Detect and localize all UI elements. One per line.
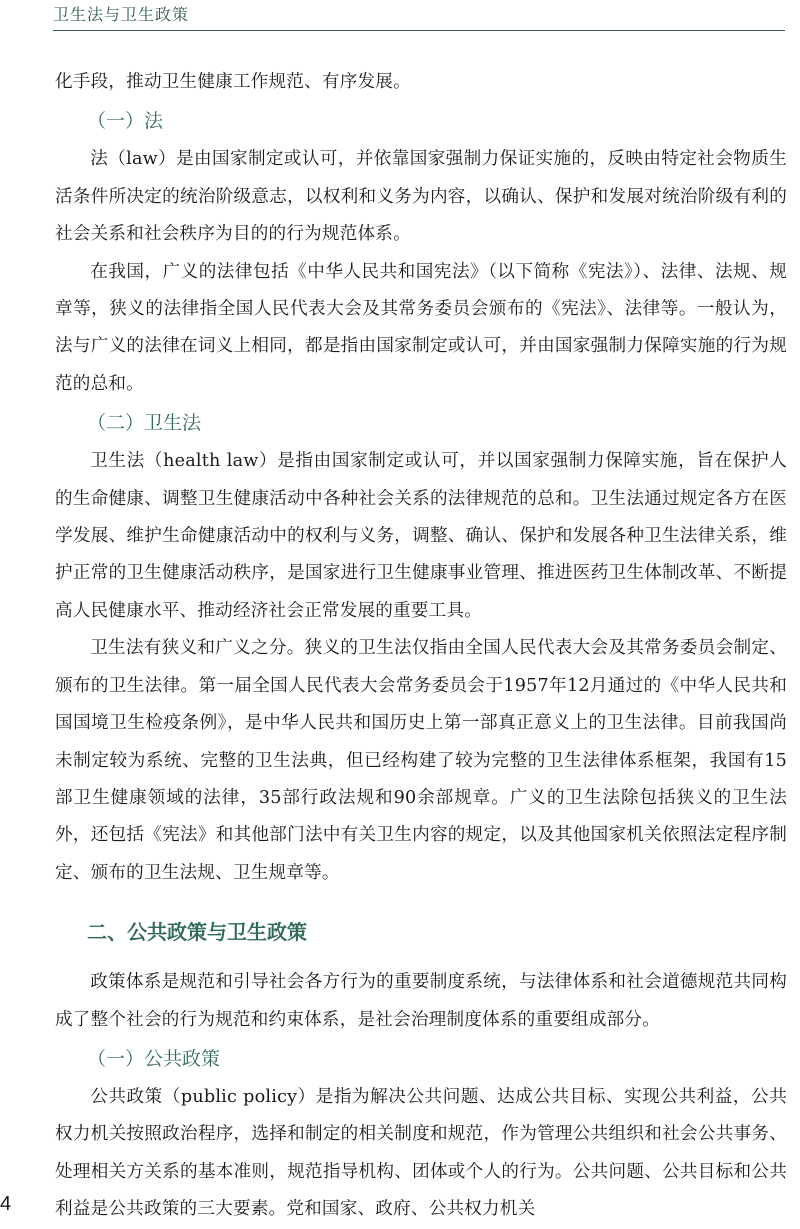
subheading-law: （一）法	[87, 110, 164, 133]
paragraph-public-policy-definition: 公共政策（public policy）是指为解决公共问题、达成公共目标、实现公共利益，公共权力机关按照政治程序，选择和制定的相关制度和规范，作为管理公共组织和社会公共事务、处理相关方关系的基本准则，规范指导机构、团体或个人的行为。公共问题、公共目标和公共利益是公共政策的三大要素。党和国家、政府、公共权力机关	[55, 1086, 787, 1220]
header-rule	[53, 30, 785, 31]
paragraph-law-definition: 法（law）是由国家制定或认可，并依靠国家强制力保证实施的，反映由特定社会物质生活条件所决定的统治阶级意志，以权利和义务为内容，以确认、保护和发展对统治阶级有利的社会关系和社会秩序为目的的行为规范体系。	[55, 149, 787, 245]
paragraph-intro: 化手段，推动卫生健康工作规范、有序发展。	[55, 72, 411, 92]
running-header: 卫生法与卫生政策	[53, 5, 190, 24]
paragraph-law-scope: 在我国，广义的法律包括《中华人民共和国宪法》（以下简称《宪法》）、法律、法规、规章等，狭义的法律指全国人民代表大会及其常务委员会颁布的《宪法》、法律等。一般认为，法与广义的法律在词义上相同，都是指由国家制定或认可，并由国家强制力保障实施的行为规范的总和。	[55, 261, 787, 394]
paragraph-health-law-scope: 卫生法有狭义和广义之分。狭义的卫生法仅指由全国人民代表大会及其常务委员会制定、颁布的卫生法律。第一届全国人民代表大会常务委员会于1957年12月通过的《中华人民共和国国境卫生检疫条例》，是中华人民共和国历史上第一部真正意义上的卫生法律。目前我国尚未制定较为系统、完整的卫生法典，但已经构建了较为完整的卫生法律体系框架，我国有15部卫生健康领域的法律，35部行政法规和90余部规章。广义的卫生法除包括狭义的卫生法外，还包括《宪法》和其他部门法中有关卫生内容的规定，以及其他国家机关依照法定程序制定、颁布的卫生法规、卫生规章等。	[55, 638, 787, 883]
section-heading-public-policy: 二、公共政策与卫生政策	[87, 920, 307, 945]
paragraph-policy-system: 政策体系是规范和引导社会各方行为的重要制度系统，与法律体系和社会道德规范共同构成了整个社会的行为规范和约束体系，是社会治理制度体系的重要组成部分。	[55, 972, 787, 1030]
subheading-public-policy: （一）公共政策	[87, 1047, 221, 1070]
subheading-health-law: （二）卫生法	[87, 412, 202, 435]
paragraph-health-law-definition: 卫生法（health law）是指由国家制定或认可，并以国家强制力保障实施，旨在保护人的生命健康、调整卫生健康活动中各种社会关系的法律规范的总和。卫生法通过规定各方在医学发展、维护生命健康活动中的权利与义务，调整、确认、保护和发展各种卫生法律关系，维护正常的卫生健康活动秩序，是国家进行卫生健康事业管理、推进医药卫生体制改革、不断提高人民健康水平、推动经济社会正常发展的重要工具。	[55, 451, 787, 621]
page-body	[55, 64, 787, 1229]
page-number: 4	[0, 1193, 12, 1215]
